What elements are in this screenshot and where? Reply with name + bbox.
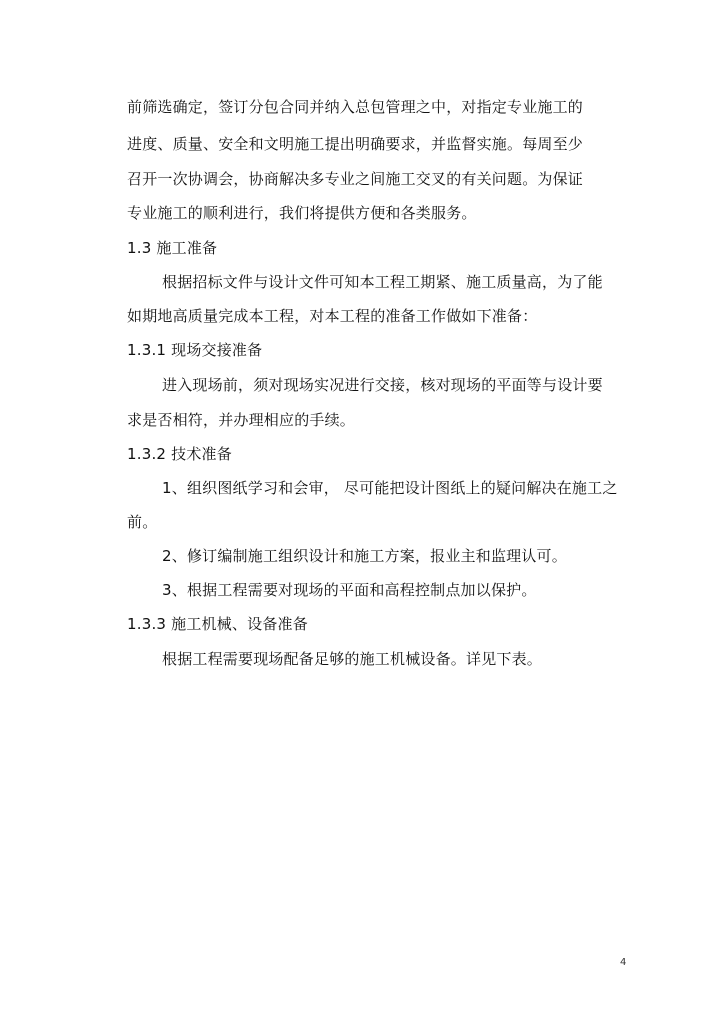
paragraph-line: 进度、质量、安全和文明施工提出明确要求，并监督实施。每周至少 xyxy=(127,135,584,153)
section-heading-1-3-2: 1.3.2 技术准备 xyxy=(127,445,232,463)
paragraph-line: 根据工程需要现场配备足够的施工机械设备。详见下表。 xyxy=(162,650,543,668)
list-item-line: 2、修订编制施工组织设计和施工方案，报业主和监理认可。 xyxy=(162,547,567,565)
list-item-line: 1、组织图纸学习和会审， 尽可能把设计图纸上的疑问解决在施工之 xyxy=(162,479,618,497)
paragraph-line: 根据招标文件与设计文件可知本工程工期紧、施工质量高，为了能 xyxy=(162,273,603,291)
section-heading-1-3-1: 1.3.1 现场交接准备 xyxy=(127,341,263,359)
list-item-line: 前。 xyxy=(127,513,158,531)
page-number: 4 xyxy=(620,957,627,968)
list-item-line: 3、根据工程需要对现场的平面和高程控制点加以保护。 xyxy=(162,581,537,599)
paragraph-line: 进入现场前，须对现场实况进行交接，核对现场的平面等与设计要 xyxy=(162,376,603,394)
paragraph-line: 专业施工的顺利进行，我们将提供方便和各类服务。 xyxy=(127,204,477,222)
paragraph-line: 召开一次协调会，协商解决多专业之间施工交叉的有关问题。为保证 xyxy=(127,170,584,188)
paragraph-line: 如期地高质量完成本工程，对本工程的准备工作做如下准备： xyxy=(127,307,538,325)
paragraph-line: 前筛选确定，签订分包合同并纳入总包管理之中，对指定专业施工的 xyxy=(127,98,584,116)
section-heading-1-3-3: 1.3.3 施工机械、设备准备 xyxy=(127,615,308,633)
section-heading-1-3: 1.3 施工准备 xyxy=(127,239,218,257)
paragraph-line: 求是否相符，并办理相应的手续。 xyxy=(127,411,356,429)
